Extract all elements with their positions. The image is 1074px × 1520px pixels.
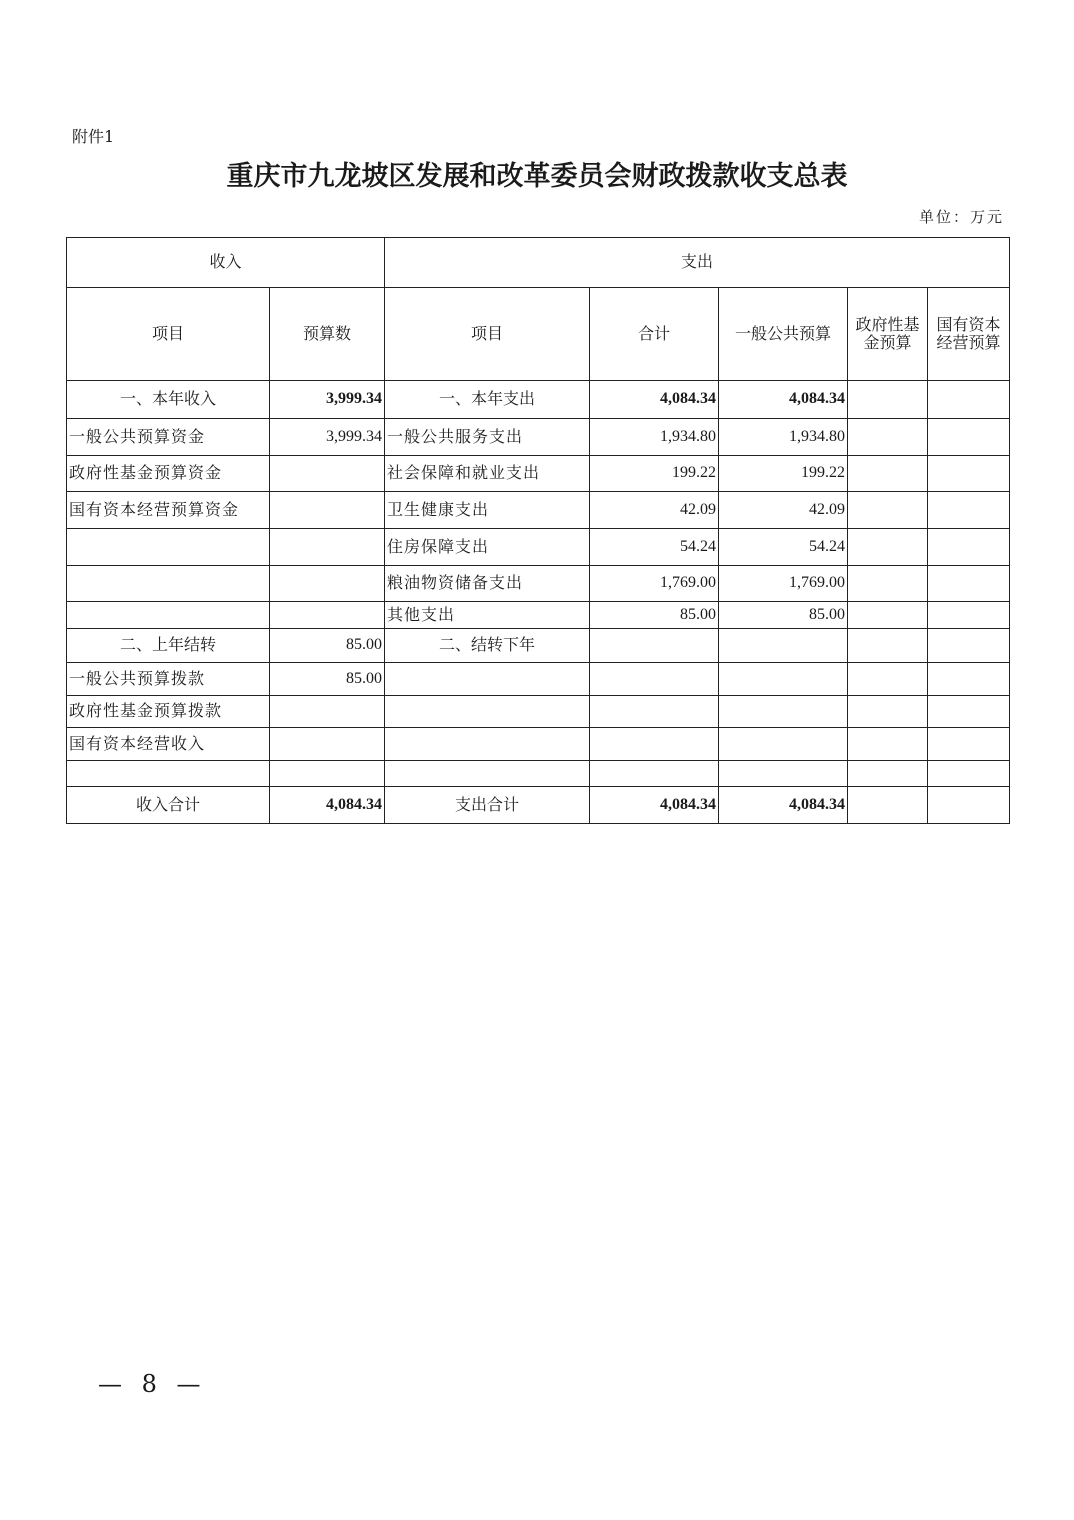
expense-item: 一、本年支出 — [385, 381, 590, 419]
income-amount: 85.00 — [270, 629, 385, 663]
general-budget-header: 一般公共预算 — [719, 288, 848, 381]
expense-fund — [848, 728, 928, 761]
expense-total-header: 合计 — [590, 288, 719, 381]
expense-capital — [928, 492, 1010, 529]
expense-capital — [928, 761, 1010, 787]
income-item: 二、上年结转 — [67, 629, 270, 663]
expense-capital — [928, 629, 1010, 663]
budget-table — [66, 237, 1010, 824]
expense-general: 199.22 — [719, 456, 848, 492]
income-item — [67, 761, 270, 787]
expense-item: 住房保障支出 — [385, 529, 590, 566]
expense-fund — [848, 566, 928, 602]
table-row — [67, 566, 1010, 602]
expense-item: 社会保障和就业支出 — [385, 456, 590, 492]
expense-header: 支出 — [385, 238, 1010, 288]
income-item: 政府性基金预算资金 — [67, 456, 270, 492]
expense-total — [590, 761, 719, 787]
expense-item — [385, 663, 590, 696]
expense-general — [719, 663, 848, 696]
income-amount — [270, 566, 385, 602]
header-row-group — [67, 238, 1010, 288]
income-item-header: 项目 — [67, 288, 270, 381]
expense-general: 85.00 — [719, 602, 848, 629]
state-capital-header: 国有资本经营预算 — [928, 288, 1010, 381]
income-total-label: 收入合计 — [67, 787, 270, 824]
expense-general — [719, 728, 848, 761]
page-number: — 8 — — [98, 1370, 207, 1398]
income-item — [67, 529, 270, 566]
income-amount — [270, 696, 385, 728]
expense-fund — [848, 529, 928, 566]
income-amount — [270, 761, 385, 787]
expense-total: 4,084.34 — [590, 381, 719, 419]
expense-general: 1,769.00 — [719, 566, 848, 602]
expense-total — [590, 663, 719, 696]
table-row — [67, 456, 1010, 492]
expense-item — [385, 728, 590, 761]
expense-fund — [848, 419, 928, 456]
income-total-amount: 4,084.34 — [270, 787, 385, 824]
expense-capital — [928, 529, 1010, 566]
table-row — [67, 492, 1010, 529]
income-amount: 85.00 — [270, 663, 385, 696]
income-amount: 3,999.34 — [270, 419, 385, 456]
expense-capital-total — [928, 787, 1010, 824]
expense-capital — [928, 663, 1010, 696]
income-amount — [270, 492, 385, 529]
table-row — [67, 663, 1010, 696]
expense-item — [385, 696, 590, 728]
expense-fund — [848, 696, 928, 728]
expense-total: 54.24 — [590, 529, 719, 566]
income-budget-header: 预算数 — [270, 288, 385, 381]
income-item: 国有资本经营收入 — [67, 728, 270, 761]
expense-capital — [928, 566, 1010, 602]
table-row — [67, 381, 1010, 419]
income-amount: 3,999.34 — [270, 381, 385, 419]
expense-item: 卫生健康支出 — [385, 492, 590, 529]
expense-general-total: 4,084.34 — [719, 787, 848, 824]
income-item — [67, 566, 270, 602]
expense-fund — [848, 381, 928, 419]
table-row — [67, 419, 1010, 456]
page-title: 重庆市九龙坡区发展和改革委员会财政拨款收支总表 — [226, 161, 848, 192]
expense-total: 1,934.80 — [590, 419, 719, 456]
expense-general — [719, 761, 848, 787]
income-item: 国有资本经营预算资金 — [67, 492, 270, 529]
table-row — [67, 728, 1010, 761]
header-row-columns — [67, 288, 1010, 381]
table-row — [67, 602, 1010, 629]
expense-capital — [928, 456, 1010, 492]
income-item — [67, 602, 270, 629]
income-amount — [270, 602, 385, 629]
expense-general: 4,084.34 — [719, 381, 848, 419]
expense-capital — [928, 381, 1010, 419]
expense-fund — [848, 761, 928, 787]
expense-item-header: 项目 — [385, 288, 590, 381]
expense-general: 42.09 — [719, 492, 848, 529]
expense-capital — [928, 419, 1010, 456]
income-amount — [270, 529, 385, 566]
expense-total: 85.00 — [590, 602, 719, 629]
expense-fund — [848, 456, 928, 492]
expense-total — [590, 696, 719, 728]
expense-capital — [928, 728, 1010, 761]
expense-general — [719, 696, 848, 728]
expense-general — [719, 629, 848, 663]
unit-label: 单位：万元 — [918, 208, 1004, 226]
expense-total — [590, 728, 719, 761]
expense-total: 42.09 — [590, 492, 719, 529]
expense-total: 1,769.00 — [590, 566, 719, 602]
expense-item — [385, 761, 590, 787]
income-header: 收入 — [67, 238, 385, 288]
income-item: 一般公共预算拨款 — [67, 663, 270, 696]
expense-general: 1,934.80 — [719, 419, 848, 456]
gov-fund-header: 政府性基金预算 — [848, 288, 928, 381]
expense-fund — [848, 663, 928, 696]
total-row — [67, 787, 1010, 824]
income-item: 政府性基金预算拨款 — [67, 696, 270, 728]
expense-total — [590, 629, 719, 663]
expense-capital — [928, 696, 1010, 728]
income-item: 一、本年收入 — [67, 381, 270, 419]
table-row — [67, 529, 1010, 566]
expense-total-amount: 4,084.34 — [590, 787, 719, 824]
expense-fund-total — [848, 787, 928, 824]
expense-item: 二、结转下年 — [385, 629, 590, 663]
expense-fund — [848, 602, 928, 629]
expense-general: 54.24 — [719, 529, 848, 566]
table-row — [67, 696, 1010, 728]
income-amount — [270, 728, 385, 761]
expense-fund — [848, 629, 928, 663]
expense-item: 粮油物资储备支出 — [385, 566, 590, 602]
table-row — [67, 761, 1010, 787]
expense-fund — [848, 492, 928, 529]
expense-total-label: 支出合计 — [385, 787, 590, 824]
income-item: 一般公共预算资金 — [67, 419, 270, 456]
income-amount — [270, 456, 385, 492]
attachment-label: 附件1 — [72, 127, 115, 146]
expense-total: 199.22 — [590, 456, 719, 492]
table-row — [67, 629, 1010, 663]
expense-item: 一般公共服务支出 — [385, 419, 590, 456]
expense-item: 其他支出 — [385, 602, 590, 629]
expense-capital — [928, 602, 1010, 629]
